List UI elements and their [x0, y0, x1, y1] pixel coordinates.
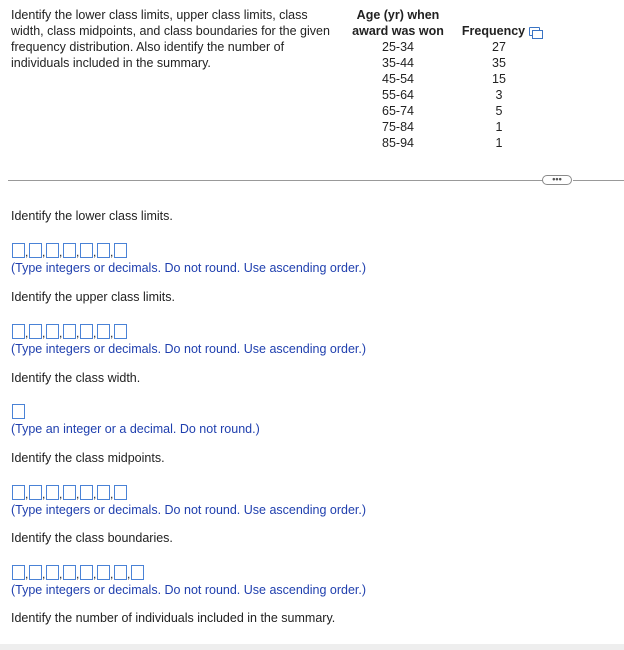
boundaries-answer	[12, 561, 144, 580]
answer-input-box[interactable]	[114, 485, 127, 500]
lower-limits-question: Identify the lower class limits.	[11, 209, 173, 223]
answer-input-box[interactable]	[29, 565, 42, 580]
list-separator: ,	[25, 326, 29, 340]
answer-input-box[interactable]	[80, 324, 93, 339]
midpoints-hint: (Type integers or decimals. Do not round. Use ascending order.)	[11, 503, 367, 517]
list-separator: ,	[25, 487, 29, 501]
list-separator: ,	[110, 567, 114, 581]
midpoints-answer	[12, 481, 127, 500]
boundaries-question: Identify the class boundaries.	[11, 531, 173, 545]
list-separator: ,	[110, 245, 114, 259]
answer-input-box[interactable]	[131, 565, 144, 580]
upper-limits-answer	[12, 320, 127, 339]
class-width-hint: (Type an integer or a decimal. Do not round.)	[11, 422, 260, 436]
frequency-column-header: Frequency	[448, 7, 550, 39]
answer-input-box[interactable]	[29, 324, 42, 339]
list-separator: ,	[110, 487, 114, 501]
expand-more-button[interactable]: •••	[542, 175, 572, 185]
answer-input-box[interactable]	[80, 485, 93, 500]
answer-input-box[interactable]	[97, 565, 110, 580]
problem-statement: Identify the lower class limits, upper class limits, class width, class midpoints, and class boundaries for the given frequency distribution. Also identify the number of individuals included in the summary.	[11, 8, 330, 70]
table-row: 35-44 35	[382, 56, 506, 70]
answer-input-box[interactable]	[46, 324, 59, 339]
answer-input-box[interactable]	[114, 243, 127, 258]
answer-input-box[interactable]	[63, 324, 76, 339]
table-row: 85-94 1	[382, 136, 503, 150]
list-separator: ,	[76, 245, 80, 259]
list-separator: ,	[59, 567, 63, 581]
list-separator: ,	[59, 487, 63, 501]
class-width-question: Identify the class width.	[11, 371, 141, 385]
list-separator: ,	[42, 245, 46, 259]
upper-limits-hint: (Type integers or decimals. Do not round. Use ascending order.)	[11, 342, 367, 356]
table-row: 75-84 1	[382, 120, 503, 134]
lower-limits-hint: (Type integers or decimals. Do not round. Use ascending order.)	[11, 261, 367, 275]
answer-input-box[interactable]	[63, 565, 76, 580]
list-separator: ,	[59, 245, 63, 259]
answer-input-box[interactable]	[80, 565, 93, 580]
answer-input-box[interactable]	[97, 324, 110, 339]
answer-input-box[interactable]	[63, 243, 76, 258]
frequency-table	[348, 7, 550, 151]
list-separator: ,	[110, 326, 114, 340]
boundaries-hint: (Type integers or decimals. Do not round. Use ascending order.)	[11, 583, 367, 597]
bottom-bar	[0, 644, 624, 650]
upper-limits-question: Identify the upper class limits.	[11, 290, 175, 304]
section-divider	[573, 180, 624, 181]
list-separator: ,	[76, 567, 80, 581]
answer-input-box[interactable]	[12, 565, 25, 580]
copy-icon[interactable]	[529, 27, 540, 36]
answer-input-box[interactable]	[46, 243, 59, 258]
lower-limits-answer	[12, 239, 127, 258]
answer-input-box[interactable]	[46, 485, 59, 500]
section-divider	[8, 180, 544, 181]
answer-input-box[interactable]	[29, 485, 42, 500]
answer-input-box[interactable]	[12, 324, 25, 339]
table-row: 65-74 5	[382, 104, 503, 118]
table-row: 45-54 15	[382, 72, 506, 86]
individuals-count-question: Identify the number of individuals included in the summary.	[11, 611, 336, 625]
answer-input-box[interactable]	[114, 324, 127, 339]
answer-input-box[interactable]	[97, 243, 110, 258]
midpoints-question: Identify the class midpoints.	[11, 451, 165, 465]
list-separator: ,	[93, 487, 97, 501]
list-separator: ,	[42, 326, 46, 340]
answer-input-box[interactable]	[29, 243, 42, 258]
class-width-answer	[12, 400, 25, 419]
answer-input-box[interactable]	[63, 485, 76, 500]
list-separator: ,	[76, 326, 80, 340]
list-separator: ,	[25, 567, 29, 581]
list-separator: ,	[76, 487, 80, 501]
answer-input-box[interactable]	[97, 485, 110, 500]
table-row: 55-64 3	[382, 88, 503, 102]
table-row: 25-34 27	[382, 40, 506, 54]
list-separator: ,	[93, 567, 97, 581]
answer-input-box[interactable]	[12, 485, 25, 500]
list-separator: ,	[42, 487, 46, 501]
answer-input-box[interactable]	[46, 565, 59, 580]
answer-input-box[interactable]	[12, 404, 25, 419]
answer-input-box[interactable]	[114, 565, 127, 580]
list-separator: ,	[93, 326, 97, 340]
age-column-header: Age (yr) when award was won	[352, 8, 444, 38]
answer-input-box[interactable]	[80, 243, 93, 258]
list-separator: ,	[25, 245, 29, 259]
list-separator: ,	[59, 326, 63, 340]
list-separator: ,	[127, 567, 131, 581]
answer-input-box[interactable]	[12, 243, 25, 258]
list-separator: ,	[93, 245, 97, 259]
list-separator: ,	[42, 567, 46, 581]
